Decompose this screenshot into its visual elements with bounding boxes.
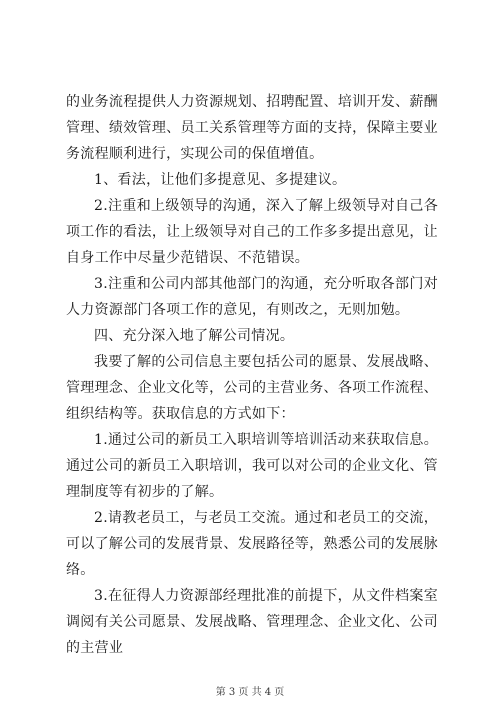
paragraph-4: 3.注重和公司内部其他部门的沟通，充分听取各部门对人力资源部门各项工作的意见，有则改之，无则加勉。 [66, 276, 438, 318]
paragraph-9: 3.在征得人力资源部经理批准的前提下，从文件档案室调阅有关公司愿景、发展战略、管理理念、企业文化、公司的主营业 [66, 588, 438, 656]
page-number-label: 第 3 页 共 4 页 [215, 687, 285, 698]
section-heading-4: 四、充分深入地了解公司情况。 [94, 328, 295, 344]
document-body [66, 89, 438, 661]
page-footer [0, 683, 500, 698]
paragraph-1: 的业务流程提供人力资源规划、招聘配置、培训开发、薪酬管理、绩效管理、员工关系管理等方面的支持，保障主要业务流程顺利进行，实现公司的保值增值。 [66, 94, 438, 162]
paragraph-8: 2.请教老员工，与老员工交流。通过和老员工的交流，可以了解公司的发展背景、发展路径等，熟悉公司的发展脉络。 [66, 510, 438, 578]
paragraph-3: 2.注重和上级领导的沟通，深入了解上级领导对自己各项工作的看法，让上级领导对自己的工作多多提出意见，让自身工作中尽量少范错误、不范错误。 [66, 198, 438, 266]
paragraph-7: 1.通过公司的新员工入职培训等培训活动来获取信息。通过公司的新员工入职培训，我可以对公司的企业文化、管理制度等有初步的了解。 [66, 432, 438, 500]
paragraph-2: 1、看法，让他们多提意见、多提建议。 [94, 172, 347, 188]
paragraph-6: 我要了解的公司信息主要包括公司的愿景、发展战略、管理理念、企业文化等，公司的主营业务、各项工作流程、组织结构等。获取信息的方式如下： [66, 354, 438, 422]
